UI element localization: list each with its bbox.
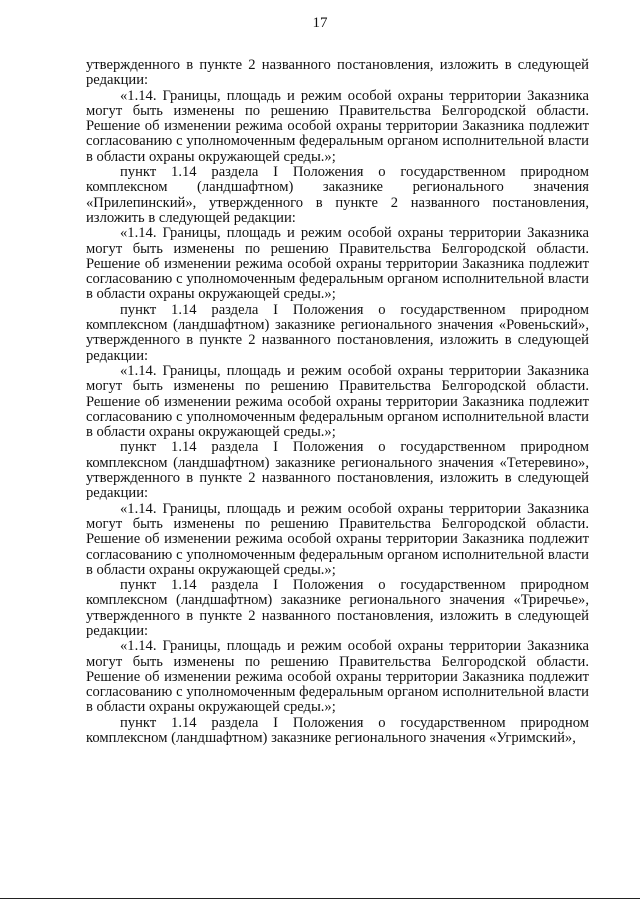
paragraph-continuation: утвержденного в пункте 2 названного постановления, изложить в следующей редакции: <box>86 57 589 89</box>
page-number: 17 <box>312 15 328 31</box>
page-bottom-edge <box>0 898 640 899</box>
paragraph-amendment-text: «1.14. Границы, площадь и режим особой охраны территории Заказника могут быть изменены по решению Правительства Белгородской области. Решение об изменении режима особой охраны территории Заказника подлежит согласованию с уполномоченным федеральным органом исполнительной власти в области охраны окружающей среды.»; <box>86 225 589 303</box>
document-body <box>86 58 589 746</box>
paragraph-rovensky-clause: пункт 1.14 раздела I Положения о государственном природном комплексном (ландшафтном) заказнике регионального значения «Ровеньский», утвержденного в пункте 2 названного постановления, изложить в следующей редакции: <box>86 301 589 364</box>
paragraph-amendment-text: «1.14. Границы, площадь и режим особой охраны территории Заказника могут быть изменены по решению Правительства Белгородской области. Решение об изменении режима особой охраны территории Заказника подлежит согласованию с уполномоченным федеральным органом исполнительной власти в области охраны окружающей среды.»; <box>86 362 589 441</box>
paragraph-trirechye-clause: пункт 1.14 раздела I Положения о государственном природном комплексном (ландшафтном) заказнике регионального значения «Триречье», утвержденного в пункте 2 названного постановления, изложить в следующей редакции: <box>86 577 589 639</box>
paragraph-amendment-text: «1.14. Границы, площадь и режим особой охраны территории Заказника могут быть изменены по решению Правительства Белгородской области. Решение об изменении режима особой охраны территории Заказника подлежит согласованию с уполномоченным федеральным органом исполнительной власти в области охраны окружающей среды.»; <box>86 87 589 165</box>
paragraph-amendment-text: «1.14. Границы, площадь и режим особой охраны территории Заказника могут быть изменены по решению Правительства Белгородской области. Решение об изменении режима особой охраны территории Заказника подлежит согласованию с уполномоченным федеральным органом исполнительной власти в области охраны окружающей среды.»; <box>86 638 589 716</box>
paragraph-teterevino-clause: пункт 1.14 раздела I Положения о государственном природном комплексном (ландшафтном) заказнике регионального значения «Тетеревино», утвержденного в пункте 2 названного постановления, изложить в следующей редакции: <box>86 439 589 502</box>
paragraph-prilepinsky-clause: пункт 1.14 раздела I Положения о государственном природном комплексном (ландшафтном) заказнике регионального значения «Прилепинский», утвержденного в пункте 2 названного постановления, изложить в следующей редакции: <box>86 164 589 226</box>
paragraph-ugrimsky-clause: пункт 1.14 раздела I Положения о государственном природном комплексном (ландшафтном) заказнике регионального значения «Угримский», <box>86 714 589 747</box>
paragraph-amendment-text: «1.14. Границы, площадь и режим особой охраны территории Заказника могут быть изменены по решению Правительства Белгородской области. Решение об изменении режима особой охраны территории Заказника подлежит согласованию с уполномоченным федеральным органом исполнительной власти в области охраны окружающей среды.»; <box>86 500 589 578</box>
